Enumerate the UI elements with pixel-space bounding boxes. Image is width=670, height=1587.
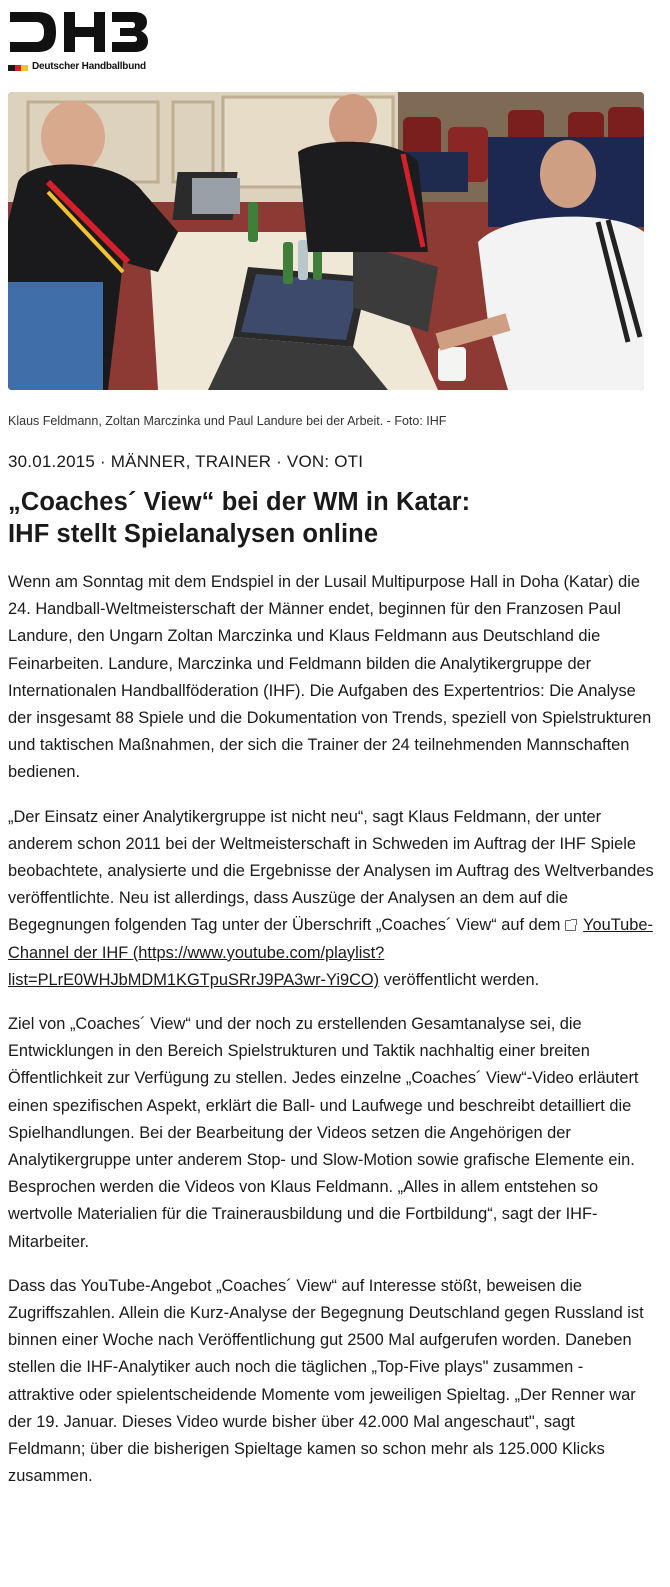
article-body: [8, 569, 654, 1508]
headline-line-1: „Coaches´ View“ bei der WM in Katar:: [8, 488, 471, 516]
logo-subtitle: Deutscher Handballbund: [32, 61, 146, 72]
paragraph-3: Ziel von „Coaches´ View“ und der noch zu erstellenden Gesamtanalyse sei, die Entwicklungen in den Bereich Spielstrukturen und Taktik nachhaltig einer breiten Öffentlichkeit zur Verfügung zu stellen. Jedes einzelne „Coaches´ View“-Video erläutert einen spezifischen Aspekt, erklärt die Ball- und Laufwege und beschreibt detailliert die Spielhandlungen. Bei der Bearbeitung der Videos setzen die Angehörigen der Analytikergruppe unter anderem Stop- und Slow-Motion sowie grafische Elemente ein. Besprochen werden die Videos von Klaus Feldmann. „Alles in allem entstehen so wertvolle Materialien für die Trainerausbildung und die Fortbildung“, sagt der IHF-Mitarbeiter.: [8, 1015, 639, 1251]
paragraph-1: Wenn am Sonntag mit dem Endspiel in der Lusail Multipurpose Hall in Doha (Katar) die 24. Handball-Weltmeisterschaft der Männer endet, beginnen für den Franzosen Paul Landure, den Ungarn Zoltan Marczinka und Klaus Feldmann aus Deutschland die Feinarbeiten. Landure, Marczinka und Feldmann bilden die Analytikergruppe der Internationalen Handballföderation (IHF). Die Aufgaben des Expertentrios: Die Analyse der insgesamt 88 Spiele und die Dokumentation von Trends, speziell von Spielstrukturen und taktischen Maßnahmen, der sich die Trainer der 24 teilnehmenden Mannschaften bedienen.: [8, 573, 652, 782]
dhb-logo-mark: [8, 8, 148, 56]
article-photo: [8, 92, 644, 390]
external-link-icon: [565, 920, 576, 931]
german-flag-icon: [8, 65, 28, 71]
photo-caption: Klaus Feldmann, Zoltan Marczinka und Paul Landure bei der Arbeit. - Foto: IHF: [8, 414, 447, 428]
article-meta: 30.01.2015 · MÄNNER, TRAINER · VON: OTI: [8, 452, 364, 471]
headline-line-2: IHF stellt Spielanalysen online: [8, 520, 379, 548]
paragraph-2-text-b: veröffentlicht werden.: [379, 970, 540, 989]
youtube-channel-link[interactable]: YouTube-Channel der IHF (https://www.youtube.com/playlist?list=PLrE0WHJbMDM1KGTpuSRrJ9PA3wr-Yi9CO): [8, 916, 653, 989]
paragraph-4: Dass das YouTube-Angebot „Coaches´ View“ auf Interesse stößt, beweisen die Zugriffszahlen. Allein die Kurz-Analyse der Begegnung Deutschland gegen Russland ist binnen einer Woche nach Veröffentlichung gut 2500 Mal aufgerufen worden. Daneben stellen die IHF-Analytiker auch noch die täglichen „Top-Five plays" zusammen - attraktive oder spielentscheidende Momente vom jeweiligen Spieltag. „Der Renner war der 19. Januar. Dieses Video wurde bisher über 42.000 Mal angeschaut", sagt Feldmann; über die bisherigen Spieltage kamen so schon mehr als 125.000 Klicks zusammen.: [8, 1276, 644, 1486]
dhb-logo[interactable]: [8, 8, 168, 78]
article-headline: [8, 486, 658, 550]
paragraph-2: [8, 804, 654, 994]
paragraph-2-text-a: „Der Einsatz einer Analytikergruppe ist nicht neu“, sagt Klaus Feldmann, der unter anderem schon 2011 bei der Weltmeisterschaft in Schweden im Auftrag der IHF Spiele beobachtete, analysierte und die Ergebnisse der Analysen im Auftrag des Weltverbandes veröffentlichte. Neu ist allerdings, dass Auszüge der Analysen an dem auf die Begegnungen folgenden Tag unter der Überschrift „Coaches´ View“ auf dem: [8, 807, 654, 935]
